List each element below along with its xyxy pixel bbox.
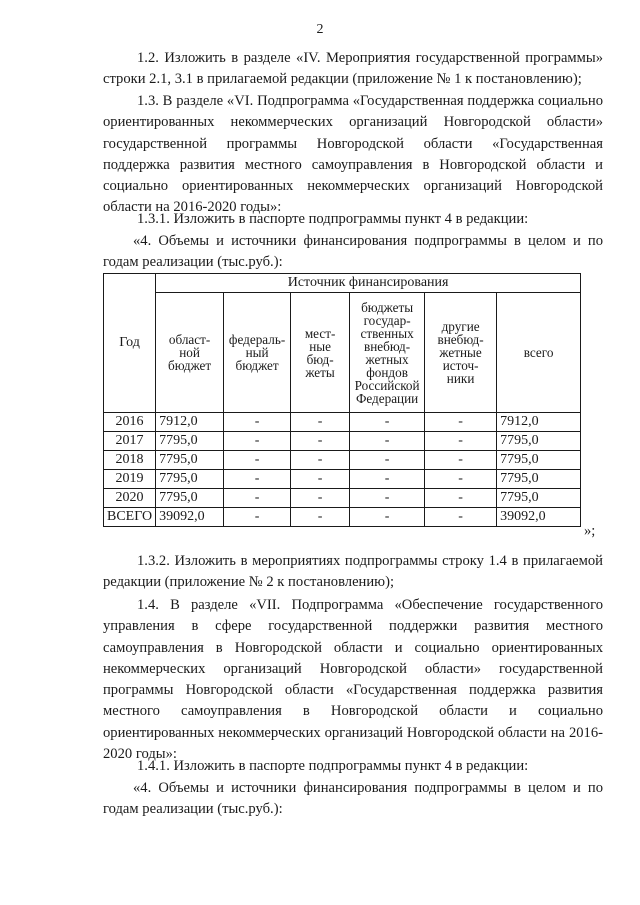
header-regional-budget: област- ной бюджет — [156, 293, 224, 413]
header-federal-budget: федераль- ный бюджет — [224, 293, 291, 413]
cell-regional: 7795,0 — [156, 489, 224, 508]
financing-table — [103, 273, 581, 527]
cell-year: ВСЕГО — [104, 508, 156, 527]
table-closing-quote: »; — [584, 523, 596, 539]
cell-total: 7912,0 — [497, 413, 581, 432]
cell-local: - — [291, 508, 350, 527]
cell-regional: 7912,0 — [156, 413, 224, 432]
cell-year: 2019 — [104, 470, 156, 489]
cell-other: - — [425, 489, 497, 508]
cell-federal: - — [224, 432, 291, 451]
cell-total: 7795,0 — [497, 489, 581, 508]
table-row-total — [104, 508, 581, 527]
table-row — [104, 489, 581, 508]
paragraph-1-4: 1.4. В разделе «VII. Подпрограмма «Обеспечение государственного управления в сфере государственной поддержки развития местного самоуправления в Новгородской области и социально ориентированных некоммерческих организаций Новгородской области» государственной программы Новгородской области «Государственная поддержка развития местного самоуправления в Новгородской области и социально ориентированных некоммерческих организаций Новгородской области на 2016-2020 годы»: — [103, 597, 603, 763]
cell-regional: 7795,0 — [156, 470, 224, 489]
paragraph-1-3-2: 1.3.2. Изложить в мероприятиях подпрограммы строку 1.4 в прилагаемой редакции (приложение № 2 к постановлению); — [103, 553, 603, 591]
cell-year: 2017 — [104, 432, 156, 451]
table-row — [104, 413, 581, 432]
table-row — [104, 470, 581, 489]
cell-local: - — [291, 451, 350, 470]
cell-regional: 7795,0 — [156, 451, 224, 470]
table-row — [104, 451, 581, 470]
paragraph-quote-4: «4. Объемы и источники финансирования подпрограммы в целом и по годам реализации (тыс.руб.): — [103, 233, 603, 271]
cell-local: - — [291, 470, 350, 489]
cell-federal: - — [224, 508, 291, 527]
cell-local: - — [291, 432, 350, 451]
cell-local: - — [291, 413, 350, 432]
paragraph-1-3: 1.3. В разделе «VI. Подпрограмма «Государственная поддержка социально ориентированных некоммерческих организаций Новгородской области» государственной программы Новгородской области «Государственная поддержка развития местного самоуправления в Новгородской области и социально ориентированных некоммерческих организаций Новгородской области на 2016-2020 годы»: — [103, 93, 603, 216]
cell-federal: - — [224, 489, 291, 508]
cell-other: - — [425, 451, 497, 470]
cell-total: 39092,0 — [497, 508, 581, 527]
page-number: 2 — [316, 22, 324, 37]
cell-federal: - — [224, 413, 291, 432]
header-total: всего — [497, 293, 581, 413]
cell-funds: - — [350, 451, 425, 470]
paragraph-1-2: 1.2. Изложить в разделе «IV. Мероприятия государственной программы» строки 2.1, 3.1 в прилагаемой редакции (приложение № 1 к постановлению); — [103, 50, 603, 88]
header-local-budgets: мест- ные бюд- жеты — [291, 293, 350, 413]
cell-year: 2016 — [104, 413, 156, 432]
cell-federal: - — [224, 451, 291, 470]
cell-total: 7795,0 — [497, 432, 581, 451]
cell-local: - — [291, 489, 350, 508]
cell-federal: - — [224, 470, 291, 489]
cell-year: 2018 — [104, 451, 156, 470]
paragraph-1-3-1: 1.3.1. Изложить в паспорте подпрограммы пункт 4 в редакции: — [137, 211, 529, 227]
header-source-group: Источник финансирования — [156, 274, 581, 293]
cell-funds: - — [350, 508, 425, 527]
cell-total: 7795,0 — [497, 470, 581, 489]
cell-other: - — [425, 432, 497, 451]
header-state-funds: бюджеты государ- ственных внебюд- жетных фондов Российской Федерации — [350, 293, 425, 413]
cell-funds: - — [350, 489, 425, 508]
cell-other: - — [425, 470, 497, 489]
cell-other: - — [425, 508, 497, 527]
cell-total: 7795,0 — [497, 451, 581, 470]
cell-regional: 39092,0 — [156, 508, 224, 527]
cell-funds: - — [350, 470, 425, 489]
cell-funds: - — [350, 432, 425, 451]
paragraph-1-4-1: 1.4.1. Изложить в паспорте подпрограммы пункт 4 в редакции: — [137, 758, 529, 774]
header-other-sources: другие внебюд- жетные источ- ники — [425, 293, 497, 413]
cell-other: - — [425, 413, 497, 432]
table-row — [104, 432, 581, 451]
cell-funds: - — [350, 413, 425, 432]
paragraph-quote-4-second: «4. Объемы и источники финансирования подпрограммы в целом и по годам реализации (тыс.руб.): — [103, 780, 603, 818]
cell-year: 2020 — [104, 489, 156, 508]
header-year: Год — [104, 274, 156, 413]
cell-regional: 7795,0 — [156, 432, 224, 451]
